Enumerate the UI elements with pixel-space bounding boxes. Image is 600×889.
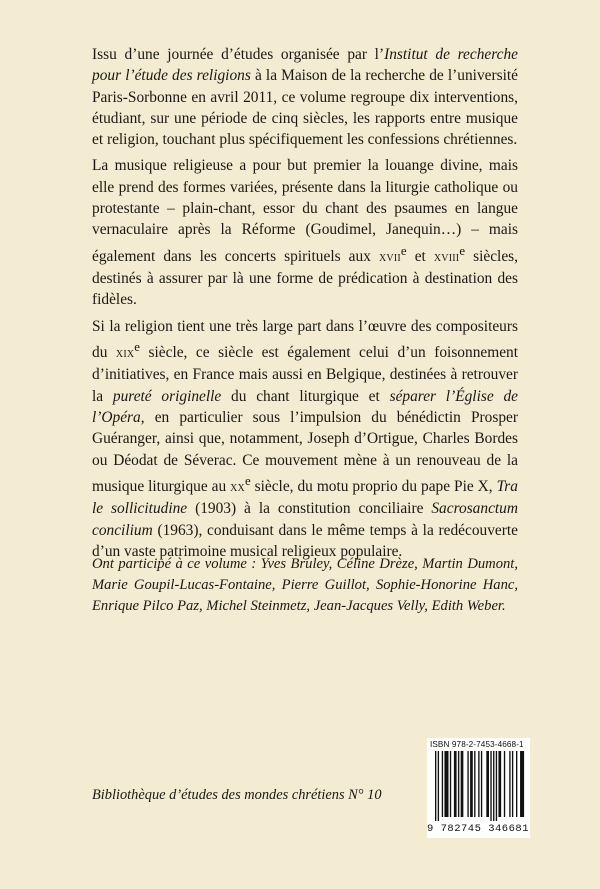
p3-text-f: (1903) à la constitution conciliaire bbox=[187, 500, 432, 518]
barcode-bar bbox=[435, 751, 436, 821]
barcode-bar bbox=[442, 751, 443, 817]
barcode-bar bbox=[438, 751, 439, 821]
barcode-bar bbox=[461, 751, 464, 817]
isbn-label: ISBN 978-2-7453-4668-1 bbox=[430, 740, 524, 749]
barcode-bar bbox=[450, 751, 451, 817]
century-sup: e bbox=[244, 473, 251, 488]
series-title: Bibliothèque d’études des mondes chrétiens N° 10 bbox=[92, 787, 382, 803]
century-20: xx bbox=[230, 479, 245, 496]
p2-text-a: La musique religieuse a pour but premier la louange divine, mais elle prend des formes variées, présente dans la liturgie catholique ou protestante – plain-chant, essor du chant des psaumes en langue vernaculaire après la Réforme (Goudimel, Janequin…) – mais également dans les concerts spirituels aux bbox=[92, 157, 518, 265]
barcode-bar bbox=[509, 751, 510, 817]
barcode-bar bbox=[474, 751, 475, 817]
purete-originelle: pureté originelle bbox=[112, 387, 222, 405]
barcode-bar bbox=[444, 751, 448, 817]
barcode-bar bbox=[478, 751, 479, 817]
paragraph-3 bbox=[92, 316, 518, 563]
tra-le-sollicitudine: Tra le sollicitudine bbox=[92, 478, 518, 518]
barcode-bar bbox=[490, 751, 491, 821]
century-sup: e bbox=[400, 243, 407, 258]
barcode-bar bbox=[454, 751, 457, 817]
century-17: xvii bbox=[379, 248, 401, 265]
sacrosanctum-concilium: Sacrosanctum concilium bbox=[92, 500, 518, 539]
barcode-bar bbox=[512, 751, 513, 817]
p3-text-a: Si la religion tient une très large part dans l’œuvre des compositeurs du bbox=[92, 317, 518, 362]
barcode-digits: 9 782745 346681 bbox=[427, 823, 530, 835]
blurb-text bbox=[92, 44, 518, 567]
isbn-barcode bbox=[427, 738, 530, 838]
barcode-bar bbox=[481, 751, 482, 817]
century-sup: e bbox=[459, 243, 466, 258]
barcode-bars bbox=[435, 751, 525, 821]
p1-text-c: à la Maison de la recherche de l’université Paris-Sorbonne en avril 2011, ce volume regroupe dix interventions, étudiant, sur une période de cinq siècles, les rapports entre musique et religion, touchant plus spécifiquement les confessions chrétiennes. bbox=[92, 67, 518, 149]
separer-eglise: séparer l’Église de l’Opéra bbox=[92, 387, 518, 426]
p3-text-e: siècle, du motu proprio du pape Pie X, bbox=[250, 478, 497, 496]
century-19: xix bbox=[115, 345, 135, 362]
p1-text-a: Issu d’une journée d’études organisée par l’ bbox=[92, 46, 385, 63]
p2-text-m: et bbox=[406, 247, 434, 265]
p3-text-b: siècle, ce siècle est également celui d’un foisonnement d’initiatives, en France mais aussi en Belgique, destinées à retrouver la bbox=[92, 344, 518, 405]
barcode-bar bbox=[516, 751, 517, 817]
barcode-bar bbox=[486, 751, 489, 817]
century-sup: e bbox=[134, 339, 140, 354]
p3-text-c: du chant liturgique et bbox=[221, 387, 390, 405]
barcode-bar bbox=[458, 751, 459, 817]
barcode-bar bbox=[498, 751, 501, 817]
barcode-bar bbox=[520, 751, 524, 817]
barcode-bar bbox=[467, 751, 468, 817]
century-18: xviii bbox=[433, 248, 460, 265]
barcode-bar bbox=[493, 751, 494, 821]
barcode-bar bbox=[496, 751, 497, 821]
barcode-bar bbox=[504, 751, 505, 817]
p2-text-z: siècles, destinés à assurer par là une forme de prédication à destination des fidèles. bbox=[92, 247, 518, 309]
paragraph-2 bbox=[92, 155, 518, 310]
p3-text-d: , en particulier sous l’impulsion du bénédictin Prosper Guéranger, ainsi que, notamment, Joseph d’Ortigue, Charles Bordes ou Déodat de Séverac. Ce mouvement mène à un renouveau de la musique liturgique au bbox=[92, 409, 518, 496]
barcode-bar bbox=[470, 751, 473, 817]
paragraph-1 bbox=[92, 44, 518, 150]
p3-text-g: (1963), conduisant dans le même temps à la redécouverte d’un vaste patrimoine musical religieux populaire. bbox=[92, 521, 518, 560]
contributors-list: Ont participé à ce volume : Yves Bruley, Céline Drèze, Martin Dumont, Marie Goupil-Lucas-Fontaine, Pierre Guillot, Sophie-Honorine Hanc, Enrique Pilco Paz, Michel Steinmetz, Jean-Jacques Velly, Edith Weber. bbox=[92, 556, 518, 614]
institute-name: Institut de recherche pour l’étude des religions bbox=[92, 46, 518, 85]
